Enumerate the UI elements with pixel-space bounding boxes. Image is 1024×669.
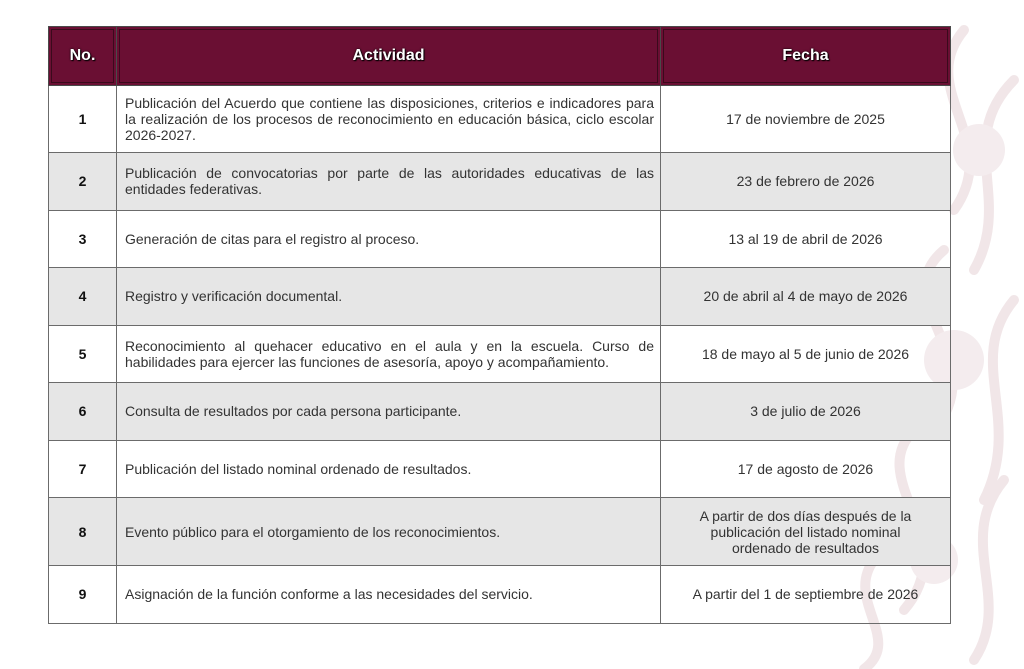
row-number: 5: [49, 325, 117, 383]
header-activity: Actividad: [117, 27, 661, 86]
row-date: 18 de mayo al 5 de junio de 2026: [661, 325, 951, 383]
row-number: 6: [49, 383, 117, 441]
row-date: 13 al 19 de abril de 2026: [661, 210, 951, 268]
table-row: [49, 383, 951, 441]
row-activity: Consulta de resultados por cada persona participante.: [117, 383, 661, 441]
calendar-table-container: [48, 26, 950, 624]
table-row: [49, 210, 951, 268]
row-date: 3 de julio de 2026: [661, 383, 951, 441]
row-date: 17 de agosto de 2026: [661, 440, 951, 498]
row-number: 7: [49, 440, 117, 498]
header-no: No.: [49, 27, 117, 86]
table-row: [49, 325, 951, 383]
table-row: [49, 268, 951, 326]
table-row: [49, 86, 951, 153]
row-number: 1: [49, 86, 117, 153]
row-activity: Publicación del listado nominal ordenado de resultados.: [117, 440, 661, 498]
header-date: Fecha: [661, 27, 951, 86]
row-date: 20 de abril al 4 de mayo de 2026: [661, 268, 951, 326]
table-row: [49, 440, 951, 498]
row-date: A partir de dos días después de la publicación del listado nominal ordenado de resultados: [661, 498, 951, 566]
row-activity: Generación de citas para el registro al proceso.: [117, 210, 661, 268]
row-number: 4: [49, 268, 117, 326]
row-activity: Publicación de convocatorias por parte de las autoridades educativas de las entidades federativas.: [117, 153, 661, 211]
table-row: [49, 153, 951, 211]
row-date: 17 de noviembre de 2025: [661, 86, 951, 153]
table-header-row: [49, 27, 951, 86]
row-activity: Reconocimiento al quehacer educativo en el aula y en la escuela. Curso de habilidades para ejercer las funciones de asesoría, apoyo y acompañamiento.: [117, 325, 661, 383]
row-activity: Registro y verificación documental.: [117, 268, 661, 326]
row-number: 3: [49, 210, 117, 268]
table-row: [49, 566, 951, 624]
row-date: 23 de febrero de 2026: [661, 153, 951, 211]
table-row: [49, 498, 951, 566]
row-activity: Asignación de la función conforme a las necesidades del servicio.: [117, 566, 661, 624]
row-activity: Evento público para el otorgamiento de los reconocimientos.: [117, 498, 661, 566]
row-number: 8: [49, 498, 117, 566]
row-number: 2: [49, 153, 117, 211]
row-date: A partir del 1 de septiembre de 2026: [661, 566, 951, 624]
row-number: 9: [49, 566, 117, 624]
calendar-table: [48, 26, 951, 624]
row-activity: Publicación del Acuerdo que contiene las disposiciones, criterios e indicadores para la realización de los procesos de reconocimiento en educación básica, ciclo escolar 2026-2027.: [117, 86, 661, 153]
